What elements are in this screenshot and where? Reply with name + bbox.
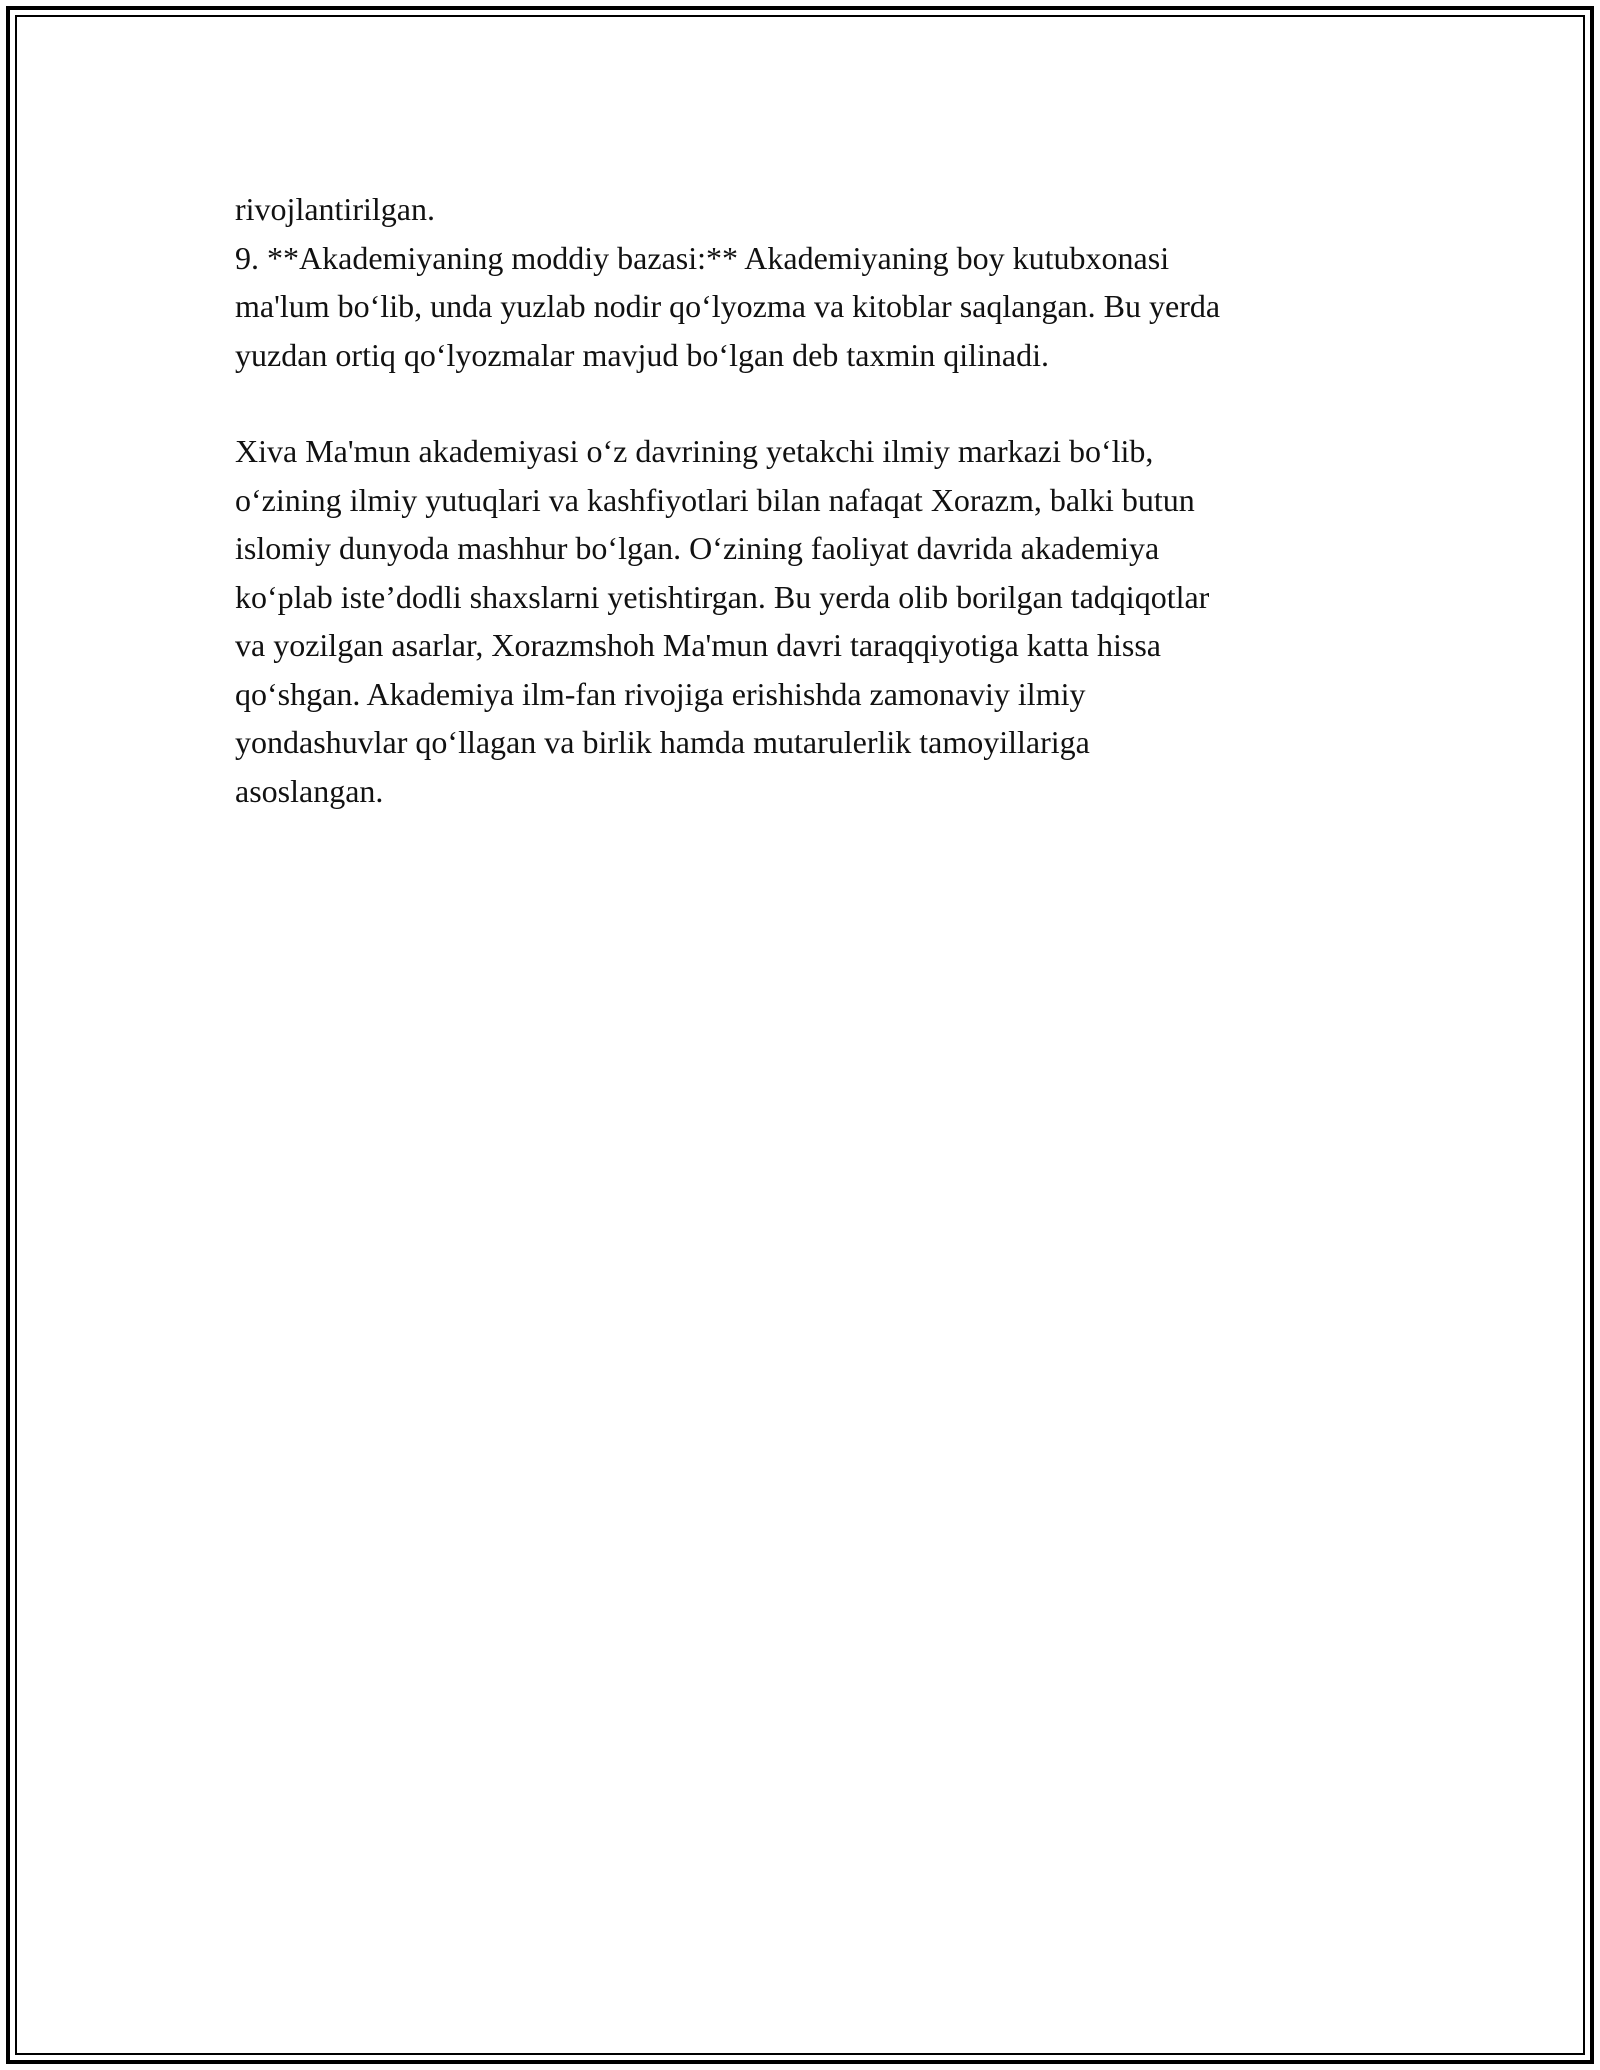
text-line: Xiva Ma'mun akademiyasi o‘z davrining yetakchi ilmiy markazi bo‘lib, [235, 433, 1154, 469]
text-line: 9. **Akademiyaning moddiy bazasi:** Akademiyaning boy kutubxonasi [235, 239, 1170, 276]
text-line: o‘zining ilmiy yutuqlari va kashfiyotlari bilan nafaqat Xorazm, balki butun [235, 481, 1195, 518]
paragraph-1 [235, 185, 1415, 379]
paragraph-2 [235, 427, 1415, 815]
text-line: ma'lum bo‘lib, unda yuzlab nodir qo‘lyozma va kitoblar saqlangan. Bu yerda [235, 288, 1221, 324]
paragraph-spacer [235, 379, 1415, 427]
text-line: yuzdan ortiq qo‘lyozmalar mavjud bo‘lgan deb taxmin qilinadi. [235, 336, 1050, 373]
document-body [235, 185, 1415, 815]
text-line: va yozilgan asarlar, Xorazmshoh Ma'mun davri taraqqiyotiga katta hissa [235, 627, 1161, 663]
text-line: asoslangan. [235, 772, 384, 809]
text-line: qo‘shgan. Akademiya ilm-fan rivojiga erishishda zamonaviy ilmiy [235, 675, 1086, 712]
text-line: yondashuvlar qo‘llagan va birlik hamda mutarulerlik tamoyillariga [235, 724, 1090, 760]
text-line: islomiy dunyoda mashhur bo‘lgan. O‘zining faoliyat davrida akademiya [235, 530, 1160, 566]
text-line: rivojlantirilgan. [235, 191, 435, 227]
text-line: ko‘plab iste’dodli shaxslarni yetishtirgan. Bu yerda olib borilgan tadqiqotlar [235, 578, 1210, 615]
